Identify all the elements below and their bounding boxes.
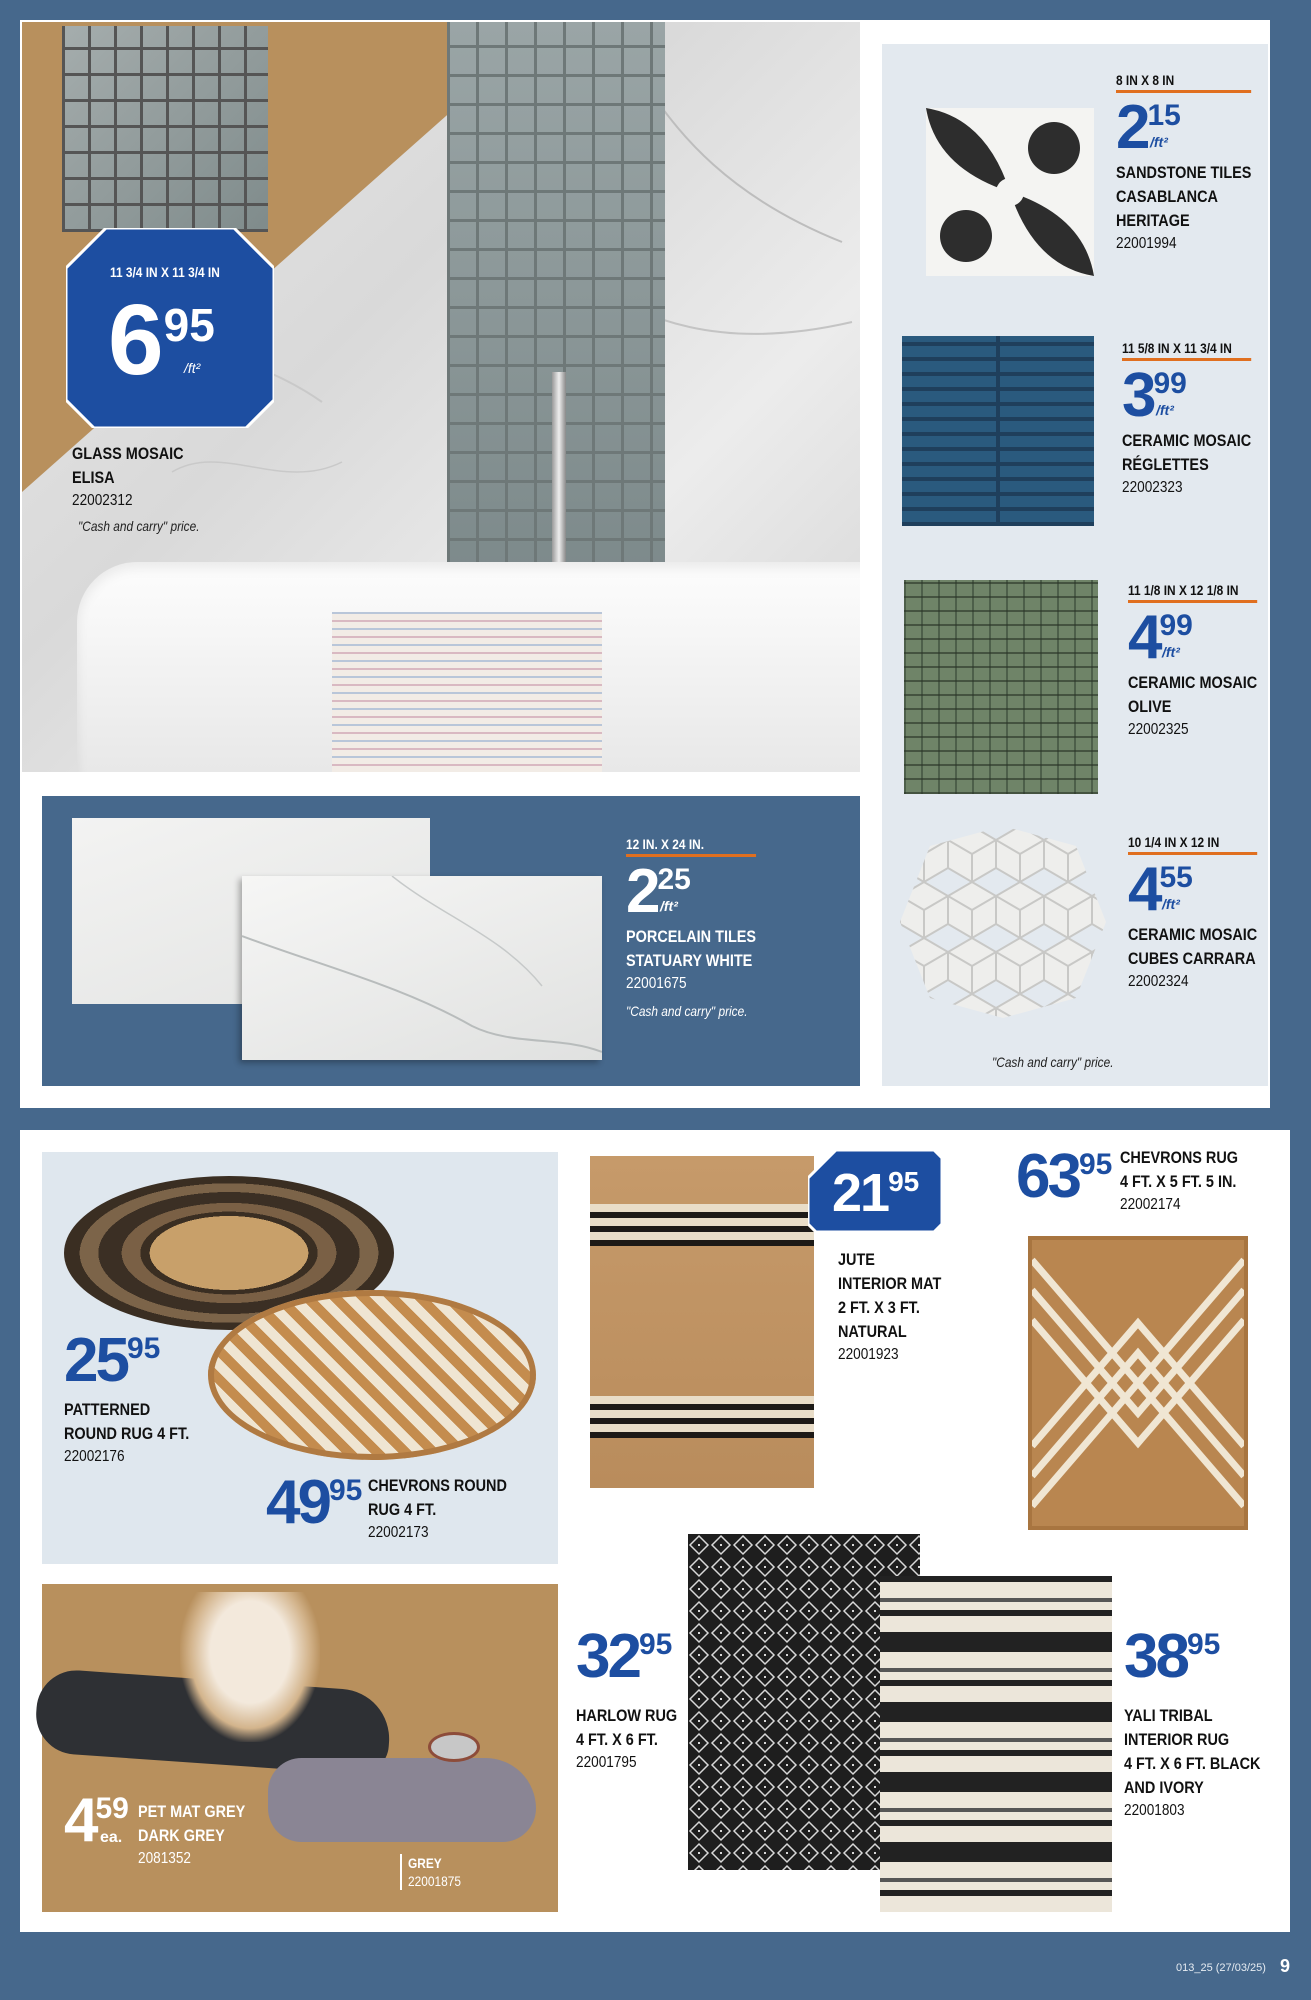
- porcelain-tile-front: [242, 876, 602, 1060]
- product-name: HERITAGE: [1116, 211, 1190, 230]
- product-sku: 22001923: [838, 1346, 899, 1363]
- price-unit: /ft²: [184, 360, 201, 376]
- price-cents: 95: [888, 1166, 920, 1197]
- glass-mosaic-price-badge: [66, 228, 274, 428]
- product-sku: 22001803: [1124, 1802, 1185, 1819]
- jute-price-badge: [808, 1150, 942, 1232]
- price-dollars: 3: [1122, 361, 1154, 430]
- chevrons-round-rug-image: [208, 1290, 536, 1460]
- ornament: [926, 108, 1094, 276]
- product-sku: 2081352: [138, 1850, 191, 1867]
- tile-size: 11 1/8 IN X 12 1/8 IN: [1128, 582, 1257, 603]
- product-name: 4 FT. X 6 FT.: [576, 1730, 658, 1749]
- product-name: CERAMIC MOSAIC: [1128, 925, 1258, 944]
- product-name: SANDSTONE TILES: [1116, 163, 1252, 182]
- price-dollars: 32: [576, 1622, 639, 1691]
- jute-mat-image: [590, 1156, 814, 1488]
- pet-mat-price: [64, 1786, 129, 1855]
- cube-pattern: [900, 826, 1106, 1018]
- olive-tile-image: [904, 580, 1098, 794]
- price-dollars: 6: [108, 284, 164, 396]
- tile-price: [1122, 361, 1274, 430]
- product-name: ROUND RUG 4 FT.: [64, 1424, 190, 1443]
- product-name: AND IVORY: [1124, 1778, 1204, 1797]
- price-unit: /ft²: [1162, 896, 1180, 912]
- price-cents: 95: [1078, 1148, 1113, 1181]
- rug-price: [64, 1326, 211, 1395]
- rug-price: [1016, 1142, 1113, 1211]
- cash-note: "Cash and carry" price.: [992, 1054, 1114, 1070]
- yali-rug-image: [880, 1576, 1112, 1912]
- price-dollars: 2: [626, 857, 658, 926]
- dog-image: [180, 1592, 320, 1742]
- chevrons-rug-image: [1028, 1236, 1248, 1530]
- product-sku: 22001795: [576, 1754, 637, 1771]
- price-dollars: 49: [266, 1468, 329, 1537]
- price-dollars: 2: [1116, 93, 1148, 162]
- product-name: YALI TRIBAL: [1124, 1706, 1213, 1725]
- product-name: CHEVRONS ROUND: [368, 1476, 507, 1495]
- faucet: [552, 372, 566, 582]
- tile-size: 10 1/4 IN X 12 IN: [1128, 834, 1257, 855]
- price-cents: 59: [95, 1792, 129, 1825]
- marble-veins: [242, 876, 602, 1060]
- cubes-tile-image: [900, 826, 1106, 1018]
- chevrons-rug-info: [1120, 1146, 1259, 1216]
- price-dollars: 4: [1128, 855, 1160, 924]
- olive-info: [1128, 582, 1280, 741]
- jute-info: [838, 1248, 960, 1366]
- tile-size: 11 5/8 IN X 11 3/4 IN: [1122, 340, 1251, 361]
- product-sku: 22002325: [1128, 721, 1189, 738]
- product-name: CASABLANCA: [1116, 187, 1218, 206]
- price-unit: /ft²: [1150, 134, 1168, 150]
- product-name: DARK GREY: [138, 1826, 225, 1845]
- cash-note: "Cash and carry" price.: [626, 1003, 748, 1019]
- tile-price: [1128, 855, 1280, 924]
- grey-pet-mat-image: [268, 1758, 536, 1842]
- product-sku: 22002312: [72, 492, 133, 509]
- product-name: HARLOW RUG: [576, 1706, 678, 1725]
- price-cents: 55: [1159, 861, 1193, 894]
- reglettes-info: [1122, 340, 1274, 499]
- chevrons-round-info: [368, 1474, 531, 1544]
- chevron-pattern: [1032, 1240, 1244, 1526]
- product-name: RUG 4 FT.: [368, 1500, 437, 1519]
- price-dollars: 38: [1124, 1622, 1187, 1691]
- price-cents: 95: [328, 1474, 363, 1507]
- cubes-info: [1128, 834, 1280, 993]
- price-cents: 95: [163, 299, 215, 351]
- grey-variant: [400, 1854, 470, 1890]
- chevrons-rug-price: [1016, 1142, 1113, 1211]
- price-dollars: 25: [64, 1326, 127, 1395]
- mosaic-sample: [62, 26, 268, 232]
- reglettes-tile-image: [902, 336, 1094, 526]
- price-cents: 99: [1153, 367, 1187, 400]
- product-name: CUBES CARRARA: [1128, 949, 1256, 968]
- rug-price: [1124, 1622, 1221, 1691]
- price-dollars: 4: [1128, 603, 1160, 672]
- price-unit: /ft²: [1156, 402, 1174, 418]
- product-name: CHEVRONS RUG: [1120, 1148, 1239, 1167]
- tile-price: [1116, 93, 1275, 162]
- product-name: CERAMIC MOSAIC: [1128, 673, 1258, 692]
- product-name: RÉGLETTES: [1122, 455, 1209, 474]
- sandstone-info: [1116, 72, 1275, 255]
- product-sku: 22001675: [626, 975, 687, 992]
- price-dollars: 21: [832, 1163, 889, 1223]
- product-sku: 22002174: [1120, 1196, 1181, 1213]
- price-dollars: 4: [64, 1786, 96, 1855]
- product-name: STATUARY WHITE: [626, 951, 753, 970]
- patterned-rug-info: [64, 1326, 211, 1468]
- rug-price: [576, 1622, 673, 1691]
- cash-note: "Cash and carry" price.: [78, 518, 200, 534]
- product-sku: 22002176: [64, 1448, 125, 1465]
- product-sku: 22002324: [1128, 973, 1189, 990]
- harlow-rug-price: [576, 1622, 673, 1691]
- product-name: ELISA: [72, 468, 115, 487]
- towel: [332, 612, 602, 772]
- tile-size: 12 IN. X 24 IN.: [626, 836, 756, 857]
- product-name: INTERIOR MAT: [838, 1274, 942, 1293]
- price-dollars: 63: [1016, 1142, 1079, 1211]
- price-cents: 95: [638, 1628, 673, 1661]
- footer-code: 013_25 (27/03/25): [1176, 1962, 1266, 1974]
- product-name: 4 FT. X 6 FT. BLACK: [1124, 1754, 1261, 1773]
- tile-size: 8 IN X 8 IN: [1116, 72, 1251, 93]
- rug-price: [266, 1468, 363, 1537]
- price-each: ea.: [100, 1829, 123, 1846]
- pet-bowl: [428, 1732, 480, 1762]
- price-cents: 15: [1147, 99, 1181, 132]
- product-sku: 22002173: [368, 1524, 429, 1541]
- page-number: 9: [1280, 1956, 1291, 1976]
- price-unit: /ft²: [1162, 644, 1180, 660]
- product-name: 2 FT. X 3 FT.: [838, 1298, 920, 1317]
- pet-mat-info: [138, 1800, 264, 1870]
- product-name: 4 FT. X 5 FT. 5 IN.: [1120, 1172, 1237, 1191]
- yali-rug-info: [1124, 1704, 1285, 1822]
- product-name: PATTERNED: [64, 1400, 151, 1419]
- price-unit: /ft²: [660, 898, 678, 914]
- price-cents: 95: [126, 1332, 161, 1365]
- harlow-rug-info: [576, 1704, 695, 1774]
- porcelain-info: [626, 836, 779, 1019]
- product-name: GLASS MOSAIC: [72, 444, 184, 463]
- product-name: PET MAT GREY: [138, 1802, 246, 1821]
- rug-price: [832, 1162, 919, 1224]
- glass-mosaic-size: 11 3/4 IN X 11 3/4 IN: [110, 264, 220, 280]
- glass-mosaic-info: [72, 442, 221, 534]
- variant-label: GREY: [408, 1855, 442, 1871]
- product-name: JUTE: [838, 1250, 875, 1269]
- price-cents: 25: [657, 863, 691, 896]
- product-name: CERAMIC MOSAIC: [1122, 431, 1252, 450]
- chevrons-round-price: [266, 1468, 363, 1537]
- variant-sku: 22001875: [408, 1873, 461, 1889]
- yali-rug-price: [1124, 1622, 1221, 1691]
- product-sku: 22001994: [1116, 235, 1177, 252]
- tile-price: [1128, 603, 1280, 672]
- product-sku: 22002323: [1122, 479, 1183, 496]
- product-name: NATURAL: [838, 1322, 907, 1341]
- product-name: INTERIOR RUG: [1124, 1730, 1230, 1749]
- rug-price: [64, 1786, 129, 1855]
- price-cents: 95: [1186, 1628, 1221, 1661]
- product-name: OLIVE: [1128, 697, 1172, 716]
- price-cents: 99: [1159, 609, 1193, 642]
- sandstone-tile-image: [926, 108, 1094, 276]
- product-name: PORCELAIN TILES: [626, 927, 757, 946]
- tile-price: [626, 857, 779, 926]
